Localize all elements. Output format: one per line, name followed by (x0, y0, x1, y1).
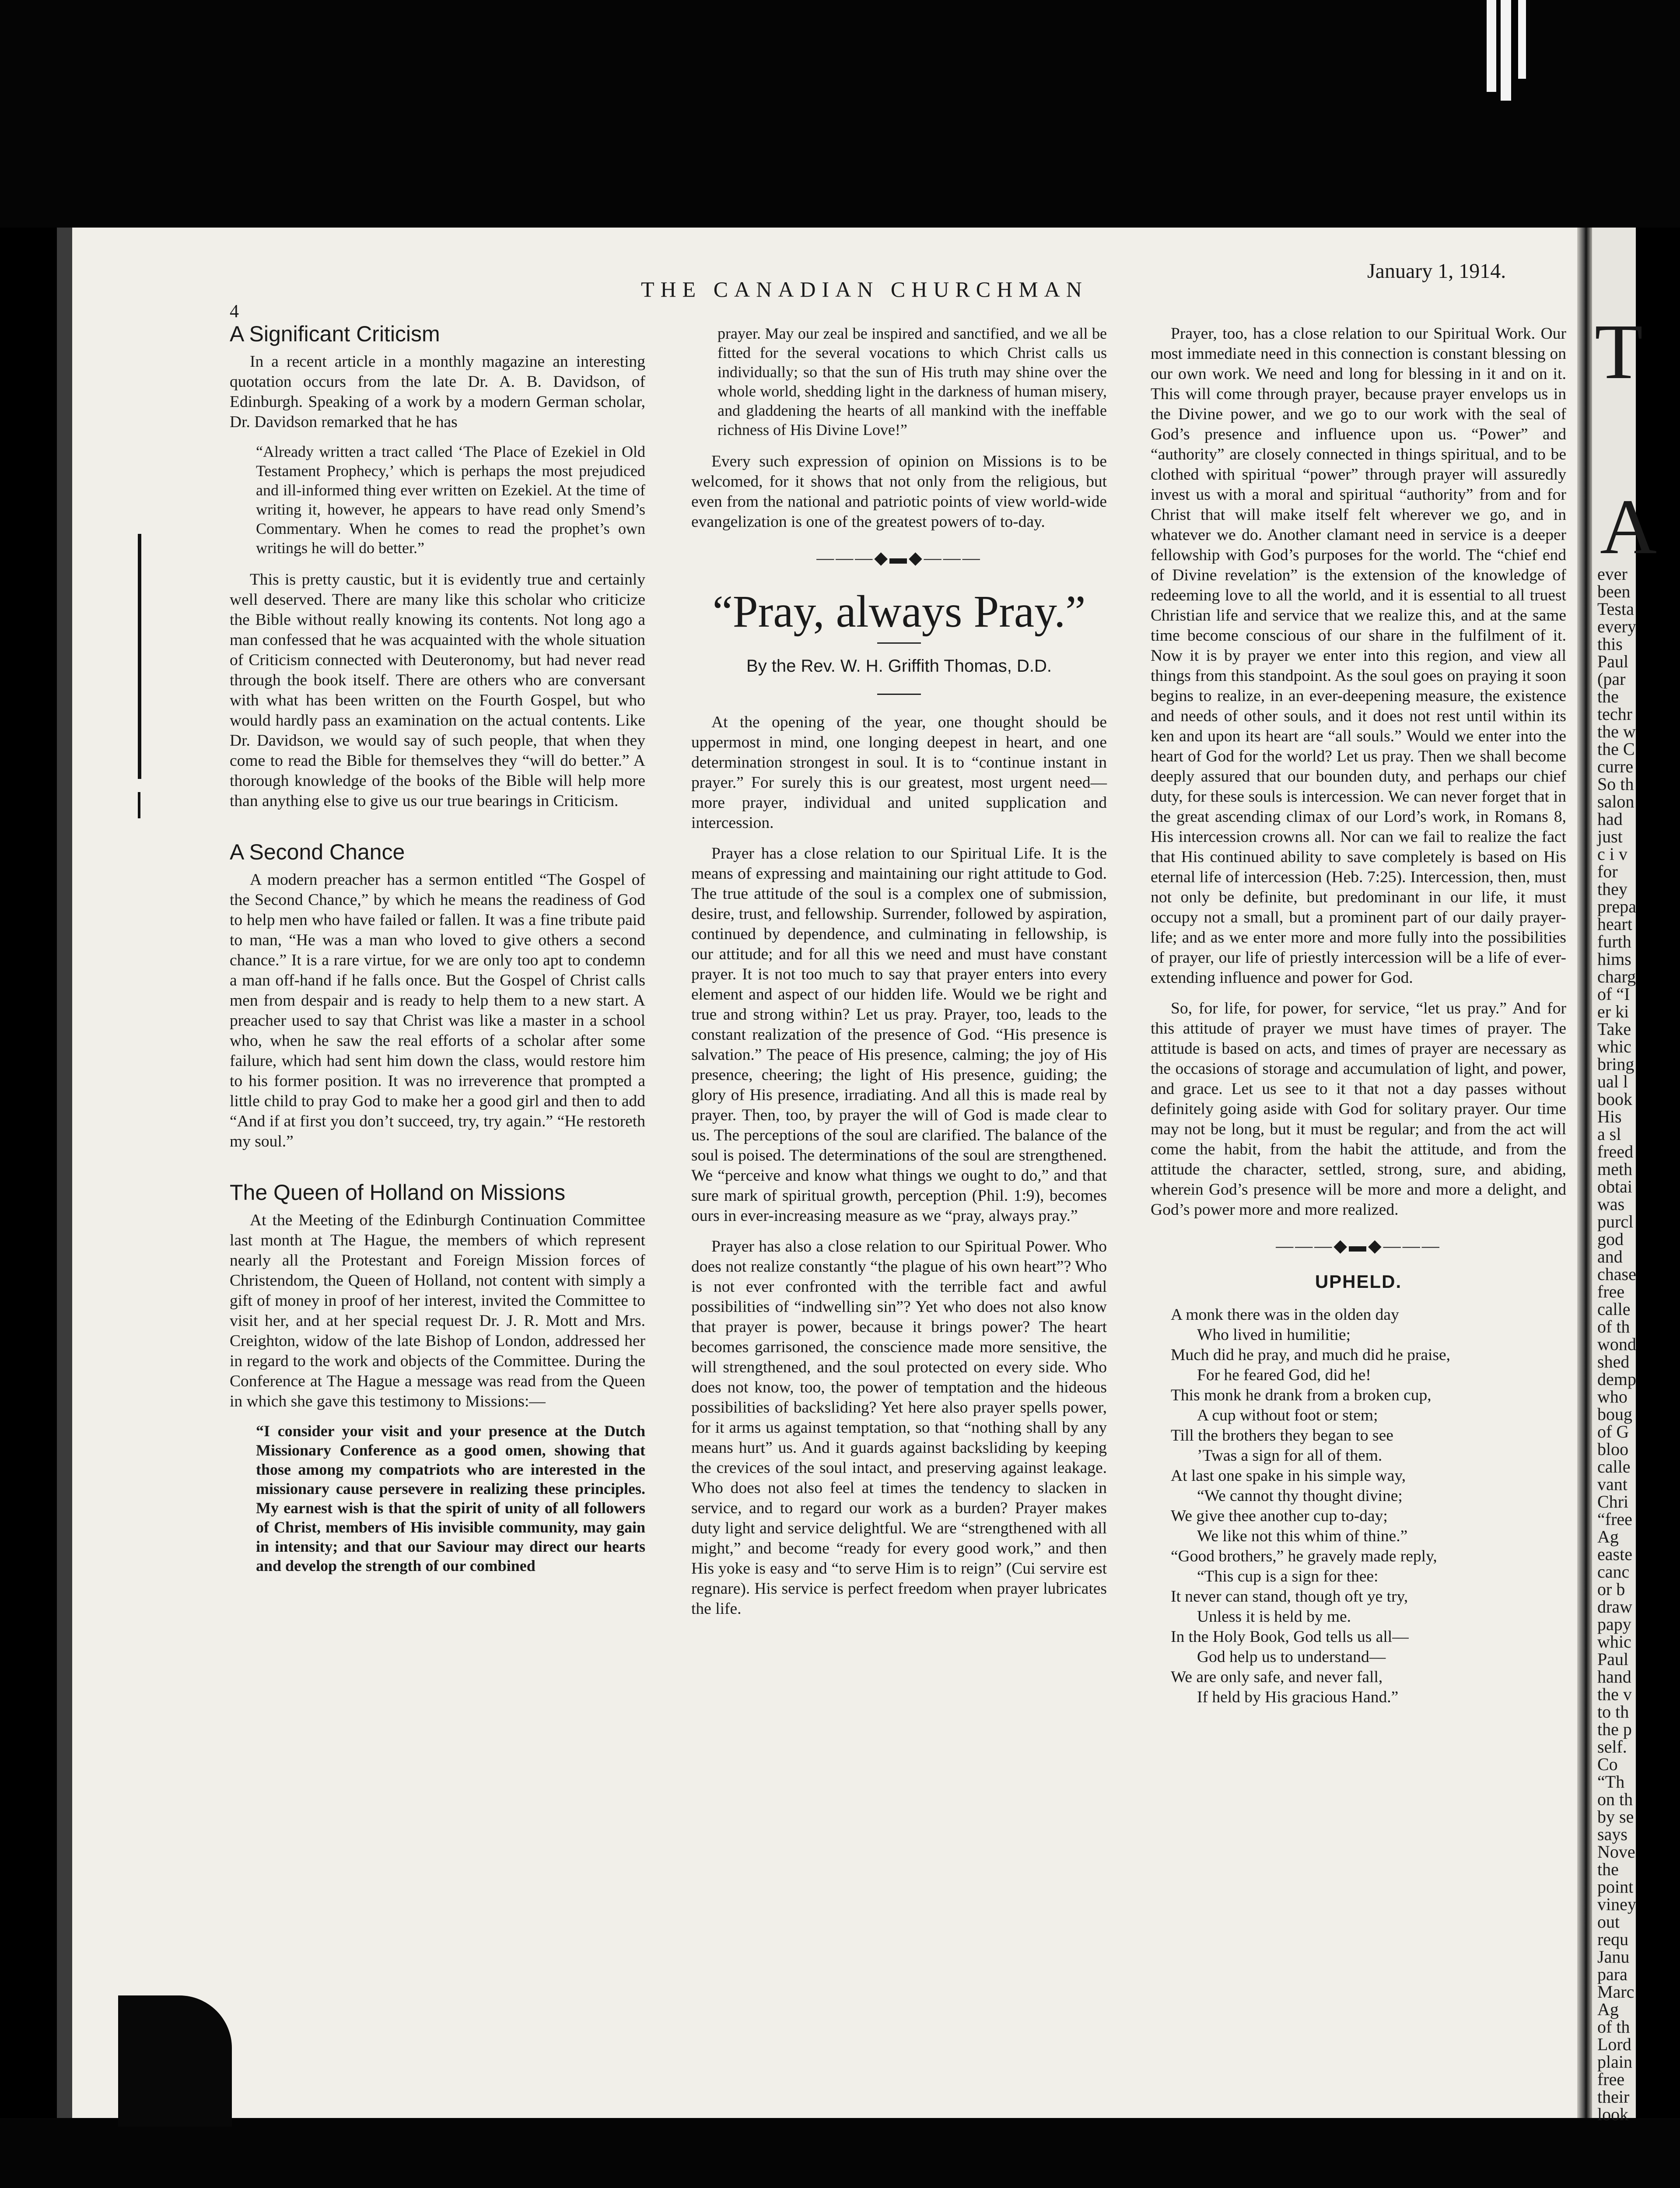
article-paragraph: In a recent article in a monthly magazine an interesting quotation occurs from the late Dr. A. B. Davidson, of Edinburgh. Speaking of a work by a modern German scholar, Dr. Davidson remarked that he has (230, 353, 645, 431)
facing-page-fragment: purcl (1597, 1212, 1634, 1231)
thumb-shadow (118, 1995, 232, 2127)
article-title: “Pray, always Pray.” (712, 586, 1086, 637)
column-1 (230, 324, 645, 1588)
column-3 (1151, 324, 1566, 1708)
article-title: The Queen of Holland on Missions (230, 1180, 566, 1205)
facing-page-fragment: on th (1597, 1789, 1633, 1809)
facing-page-fragment: out (1597, 1912, 1620, 1932)
margin-mark (138, 534, 141, 779)
poem-line: In the Holy Book, God tells us all— (1171, 1628, 1409, 1646)
poem (1151, 1305, 1566, 1708)
facing-page-fragment: Testa (1597, 599, 1634, 619)
film-mark (1501, 0, 1511, 101)
article-paragraph: Prayer, too, has a close relation to our Spiritual Work. Our most immediate need in this connection is constant blessing on our own work. We need and long for blessing in it and on it. This will come through prayer, because prayer envelops us in the Divine power, and we go to our work with the seal of God’s presence and influence upon us. “Power” and “authority” are closely connected in things spiritual, and to be clothed with spiritual “power” through prayer will assuredly invest us with a moral and spiritual “authority” from and for Christ that will make itself felt wherever we go, and in whatever we do. Another clamant need in service is a deeper fellowship with God’s purposes for the world. The “chief end of Divine revelation” is the extension of the knowledge of redeeming love to all the world, and it is essential to all truest Christian life and service that we realize this, and at the same time become conscious of our share in the fulfilment of it. Now it is by prayer we enter into this region, and view all things from this standpoint. As the soul goes on praying it soon begins to realize, in an ever-deepening measure, the existence and needs of other souls, and it does not rest until within its ken and upon its heart are “all souls.” Would we enter into the heart of God for the world? Let us pray. Then we shall become deeply assured that our bounden duty, and perhaps our chief duty, for these souls is intercession. We can never forget that in the great ascending climax of our Lord’s work, in Romans 8, His intercession crowns all. Nor can we fail to realize the fact that His continued ability to save completely is based on His eternal life of intercession (Heb. 7:25). Intercession, then, must not only be definite, but predominant in our life, it must occupy not a small, but a prominent part of our daily prayer-life; and as we enter more and more fully into the possibilities of prayer, our life of priestly intercession will be a life of ever-extending influence and power for God. (1151, 325, 1566, 987)
facing-page-fragment: Paul (1597, 1649, 1629, 1669)
facing-page-fragment: hand (1597, 1667, 1631, 1687)
article-paragraph: A modern preacher has a sermon entitled “The Gospel of the Second Chance,” by which he means the readiness of God to help men who have failed or fallen. It was a fine tribute paid to man, “He was a man who loved to give others a second chance.” It is a rare virtue, for we are only too apt to condemn a man off-hand if he falls once. But the Gospel of Christ calls men from despair and is ready to help them to a new start. A preacher used to say that Christ was like a master in a school who, when he saw the real efforts of a scholar after some failure, which had sent him down the class, would restore him to his former position. It was no irreverence that prompted a little child to pray God to make her a good girl and then to add “And if at first you don’t succeed, try, try again.” “He restoreth my soul.” (230, 871, 645, 1150)
poem-line: “This cup is a sign for thee: (1197, 1567, 1379, 1585)
facing-page-fragment: whic (1597, 1037, 1631, 1056)
poem-line: We are only safe, and never fall, (1171, 1668, 1383, 1686)
poem-line: At last one spake in his simple way, (1171, 1467, 1406, 1485)
facing-page-fragment: free (1597, 2069, 1625, 2089)
facing-page-fragment: plain (1597, 2052, 1632, 2072)
facing-page-fragment: the p (1597, 1719, 1632, 1739)
facing-page-fragment: of th (1597, 2017, 1630, 2037)
facing-page-fragment: demp (1597, 1369, 1636, 1389)
facing-page-fragment: Janu (1597, 1947, 1630, 1967)
facing-page-fragment: book (1597, 1089, 1632, 1109)
facing-page-fragment: easte (1597, 1544, 1632, 1564)
poem-line: We give thee another cup to-day; (1171, 1507, 1388, 1525)
article-paragraph: At the Meeting of the Edinburgh Continuation Committee last month at The Hague, the members of which represent nearly all the Protestant and Foreign Mission forces of Christendom, the Queen of Holland, not content with simply a gift of money in proof of her interest, invited the Committee to visit her, and at her special request Dr. J. R. Mott and Mrs. Creighton, widow of the late Bishop of London, addressed her in regard to the work and objects of the Committee. During the Conference at The Hague a message was read from the Queen in which she gave this testimony to Missions:— (230, 1211, 645, 1410)
facing-page-fragment: point (1597, 1877, 1634, 1897)
facing-page-fragment: just (1597, 827, 1623, 846)
facing-page-fragment: was (1597, 1194, 1625, 1214)
facing-page-fragment: para (1597, 1964, 1628, 1984)
divider (877, 642, 921, 644)
poem-line: Till the brothers they began to see (1171, 1427, 1393, 1445)
facing-page-fragment: requ (1597, 1929, 1629, 1949)
poem-line: If held by His gracious Hand.” (1197, 1688, 1399, 1706)
facing-page-fragment: c i v (1597, 844, 1628, 864)
article-paragraph: At the opening of the year, one thought should be uppermost in mind, one longing deepest in heart, and one determination strongest in soul. It is to “continue instant in prayer.” For surely this is our greatest, most urgent need—more prayer, individual and united supplication and intercession. (691, 713, 1107, 832)
facing-page-fragment: furth (1597, 932, 1631, 951)
facing-page-fragment: and (1597, 1247, 1623, 1266)
facing-page-fragment: canc (1597, 1562, 1630, 1581)
facing-page-fragment: salon (1597, 792, 1634, 811)
facing-page-fragment: the v (1597, 1684, 1632, 1704)
facing-page-fragment: of G (1597, 1422, 1629, 1441)
facing-page-fragment: the (1597, 687, 1619, 706)
facing-page-fragment: every (1597, 617, 1636, 636)
facing-page-fragment: vant (1597, 1474, 1628, 1494)
facing-page-fragment: shed (1597, 1352, 1630, 1371)
poem-line: Much did he pray, and much did he praise, (1171, 1346, 1451, 1364)
facing-page-fragment: charg (1597, 967, 1636, 986)
facing-page-fragment: chase (1597, 1264, 1636, 1284)
poem-line: A monk there was in the olden day (1171, 1306, 1399, 1324)
article-paragraph: Prayer has a close relation to our Spiritual Life. It is the means of expressing and maintaining our right attitude to God. The true attitude of the soul is a complex one of submission, desire, trust, and fellowship. Surrender, followed by aspiration, continued by dependence, and culminating in fellowship, is our attitude; and for all this we need and must have constant prayer. It is not too much to say that prayer enters into every element and aspect of our hidden life. Would we be right and true and strong within? Let us pray. Prayer, too, leads to the constant realization of the presence of God. “His presence is salvation.” The peace of His presence, calming; the joy of His presence, cheering; the light of His presence, guiding; the glory of His presence, irradiating. And all this is made real by prayer. Then, too, by prayer the will of God is made clear to us. The perceptions of the soul are clarified. The balance of the soul is poised. The determinations of the soul are strengthened. We “perceive and know what things we ought to do,” and that sure mark of spiritual growth, perception (Phil. 1:9), becomes ours in ever-increasing measure as we “pray, always pray.” (691, 845, 1107, 1225)
column-2 (691, 324, 1107, 1619)
facing-page-fragment: boug (1597, 1404, 1632, 1424)
facing-page-fragment: by se (1597, 1807, 1634, 1827)
film-mark (1518, 0, 1526, 79)
facing-page-fragment: heart (1597, 914, 1632, 934)
facing-page-fragment: to th (1597, 1702, 1629, 1722)
book-gutter (1577, 228, 1592, 2118)
facing-page-fragment: calle (1597, 1457, 1631, 1476)
facing-page-fragment: techr (1597, 704, 1632, 724)
facing-page-fragment: the (1597, 1859, 1619, 1879)
facing-page-fragment: freed (1597, 1142, 1634, 1161)
poem-line: We like not this whim of thine.” (1197, 1527, 1408, 1545)
facing-page-fragment: or b (1597, 1579, 1625, 1599)
block-quote (256, 442, 645, 558)
facing-page-fragment: Marc (1597, 1982, 1634, 2002)
article-paragraph: So, for life, for power, for service, “let us pray.” And for this attitude of prayer we must have times of prayer. The attitude is based on acts, and times of prayer are necessary as the occasions of storage and accumulation of light, and power, and grace. Let us see to it that not a day passes without definitely going aside with God for solitary prayer. Our time may not be long, but it must be regular; and from the act will come the habit, from the habit the attitude, and from the attitude the character, settled, strong, sure, and abiding, wherein God’s presence will be more and more a delight, and God’s power more and more realized. (1151, 999, 1566, 1219)
facing-page-fragment: Nove (1597, 1842, 1635, 1862)
article-paragraph: This is pretty caustic, but it is evidently true and certainly well deserved. There are many like this scholar who criticize the Bible without really knowing its contents. Not long ago a man confessed that he was acquainted with the whole situation of Criticism connected with Deuteronomy, but had never read through the book itself. There are others who are conversant with what has been written on the Fourth Gospel, but who would hardly pass an examination on the actual contents. Like Dr. Davidson, we would say of such people, that when they come to read the Bible for themselves they “will do better.” A thorough knowledge of the books of the Bible will help more than anything else to give us our true bearings in Criticism. (230, 571, 645, 810)
facing-page-fragment: bloo (1597, 1439, 1629, 1459)
article-paragraph: Prayer has also a close relation to our Spiritual Power. Who does not realize constantly “the plague of his own heart”? Who is not ever confronted with the terrible fact and awful possibilities of “indwelling sin”? Yet who does not also know that prayer is power, because it brings power? The heart becomes garrisoned, the conscience made more sensitive, the will strengthened, and the soul protected on every side. Who does not know, too, the power of temptation and the hideous possibilities of backsliding? Yet here also prayer spells power, for it arms us against temptation, so that “nothing shall by any means hurt” us. And it guards against backsliding by keeping the crevices of the soul intact, and preserving against leakage. Who does not also feel at times the tendency to slacken in service, and to regard our work as a burden? Prayer makes duty light and service delightful. We are “strengthened with all might,” and become “ready for every good work,” and then His yoke is easy and “to serve Him is to reign” (Cui servire est regnare). His service is perfect freedom when prayer lubricates the life. (691, 1238, 1107, 1618)
facing-page-fragment: meth (1597, 1159, 1632, 1179)
facing-page-fragment: a sl (1597, 1124, 1621, 1144)
facing-page-fragment: calle (1597, 1299, 1631, 1319)
journal-title: THE CANADIAN CHURCHMAN (641, 277, 1088, 302)
facing-page-fragment: wond (1597, 1334, 1636, 1354)
poem-title: UPHELD. (1315, 1271, 1402, 1292)
newspaper-page (72, 228, 1657, 2124)
film-frame-bottom (0, 2118, 1680, 2188)
facing-page-fragment: papy (1597, 1614, 1631, 1634)
facing-page-fragment: Ag (1597, 1527, 1619, 1546)
facing-page-fragment: viney (1597, 1894, 1636, 1914)
facing-page-fragment: whic (1597, 1632, 1631, 1652)
poem-line: This monk he drank from a broken cup, (1171, 1386, 1432, 1404)
facing-page-fragment: Paul (1597, 652, 1629, 671)
poem-line: Who lived in humilitie; (1197, 1326, 1351, 1344)
facing-page-fragment: prepa (1597, 897, 1636, 916)
facing-page-fragment: had (1597, 809, 1623, 829)
article-title: A Significant Criticism (230, 322, 440, 346)
ornament-divider: ———◆▬◆——— (816, 548, 982, 568)
byline: By the Rev. W. H. Griffith Thomas, D.D. (746, 656, 1052, 676)
article-title: A Second Chance (230, 840, 405, 864)
page-edge-shadow (57, 228, 74, 2118)
facing-page-fragment: for (1597, 862, 1618, 881)
issue-date: January 1, 1914. (1367, 259, 1506, 283)
facing-page-fragment: His (1597, 1107, 1622, 1126)
poem-line: “We cannot thy thought divine; (1197, 1487, 1403, 1505)
facing-page-fragment: they (1597, 879, 1628, 899)
facing-page-fragment: Ag (1597, 1999, 1619, 2019)
facing-page-fragment: Take (1597, 1019, 1631, 1039)
facing-page-fragment: ever (1597, 564, 1628, 584)
block-quote-continued (718, 324, 1107, 439)
quote-text: “I consider your visit and your presence at the Dutch Missionary Conference as a good omen, showing that those among my compatriots who are interested in the missionary cause persevere in realizing these principles. My earnest wish is that the spirit of unity of all followers of Christ, members of His invisible community, may gain in intensity; and that our Saviour may direct our hearts and develop the strength of our combined (256, 1422, 645, 1574)
facing-page-fragment: god (1597, 1229, 1624, 1249)
facing-page-fragment: hims (1597, 949, 1631, 969)
facing-page-fragment: So th (1597, 774, 1634, 794)
divider (877, 694, 921, 695)
facing-page-fragment: look (1597, 2104, 1629, 2124)
poem-line: For he feared God, did he! (1197, 1366, 1371, 1384)
poem-line: Unless it is held by me. (1197, 1608, 1351, 1626)
facing-page-fragment: (par (1597, 669, 1626, 689)
facing-page-fragment: ual l (1597, 1072, 1628, 1091)
facing-page-fragment: curre (1597, 757, 1634, 776)
margin-mark (138, 792, 140, 818)
facing-page-fragment: “Th (1597, 1772, 1625, 1792)
quote-text: prayer. May our zeal be inspired and sanctified, and we all be fitted for the several vocations to which Christ calls us individually; so that the sun of His truth may shine over the whole world, shedding light in the darkness of human misery, and gladdening the hearts of all mankind with the ineffable richness of His Divine Love!” (718, 325, 1107, 438)
poem-line: “Good brothers,” he gravely made reply, (1171, 1547, 1437, 1565)
facing-page-fragment: free (1597, 1282, 1625, 1301)
facing-page-fragment: says (1597, 1824, 1628, 1844)
facing-page-fragment: this (1597, 634, 1623, 654)
ornament-divider: ———◆▬◆——— (1276, 1236, 1441, 1255)
facing-page-fragment: Lord (1597, 2034, 1631, 2054)
facing-page-fragment: bring (1597, 1054, 1634, 1074)
facing-page-fragment: er ki (1597, 1002, 1629, 1021)
block-quote (256, 1421, 645, 1575)
poem-line: God help us to understand— (1197, 1648, 1386, 1666)
facing-page-fragment: draw (1597, 1597, 1632, 1616)
facing-page-fragment: of th (1597, 1317, 1630, 1336)
film-mark (1487, 0, 1496, 92)
facing-page-letter: T (1595, 308, 1643, 395)
article-paragraph: Every such expression of opinion on Missions is to be welcomed, for it shows that not only from the religious, but even from the national and patriotic points of view world-wide evangelization is one of the greatest powers of to-day. (691, 452, 1107, 531)
facing-page-fragment: of “I (1597, 984, 1630, 1004)
facing-page-fragment: their (1597, 2087, 1630, 2107)
facing-page-fragment: the C (1597, 739, 1635, 759)
facing-page-letter: A (1600, 483, 1657, 570)
poem-line: ’Twas a sign for all of them. (1197, 1447, 1382, 1465)
film-frame-top (0, 0, 1680, 228)
page-number: 4 (230, 302, 239, 322)
facing-page-fragment: Chri (1597, 1492, 1629, 1511)
poem-line: A cup without foot or stem; (1197, 1406, 1378, 1424)
facing-page-fragment: the w (1597, 722, 1636, 741)
facing-page-fragment: self. (1597, 1737, 1627, 1757)
facing-page-fragment: who (1597, 1387, 1628, 1406)
facing-page-fragment: obtai (1597, 1177, 1632, 1196)
facing-page-fragment: “free (1597, 1509, 1632, 1529)
facing-page (1592, 228, 1657, 2124)
quote-text: “Already written a tract called ‘The Place of Ezekiel in Old Testament Prophecy,’ which is perhaps the most prejudiced and ill-informed thing ever written on Ezekiel. At the time of writing it, however, he appears to have read only Smend’s Commentary. When he comes to read the prophet’s own writings he will do better.” (256, 443, 645, 557)
poem-line: It never can stand, though oft ye try, (1171, 1588, 1408, 1606)
facing-page-fragment: been (1597, 582, 1631, 601)
facing-page-fragment: Co (1597, 1754, 1618, 1774)
